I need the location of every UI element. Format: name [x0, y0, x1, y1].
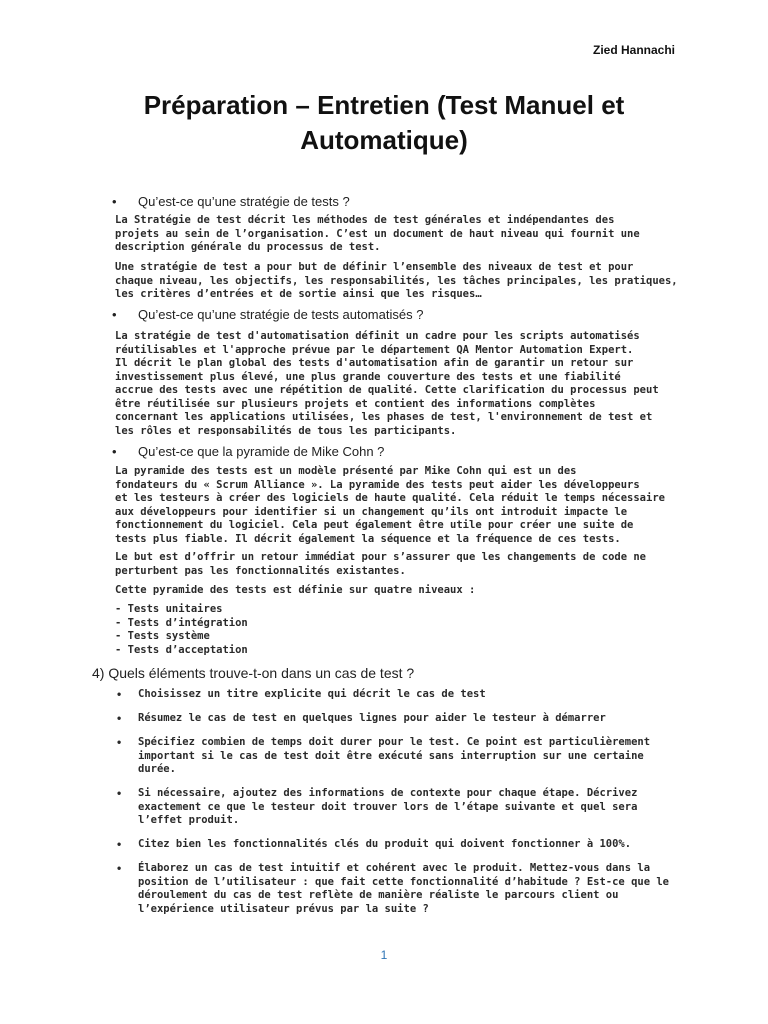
question-test-case-elements: 4) Quels éléments trouve-t-on dans un cas de test ? — [92, 665, 415, 681]
bullet-icon: • — [117, 837, 122, 851]
title-line-1: Préparation – Entretien (Test Manuel et — [143, 90, 625, 120]
list-item-text: Choisissez un titre explicite qui décrit le cas de test — [138, 688, 486, 700]
question-text: Qu’est-ce qu’une stratégie de tests automatisés ? — [138, 307, 424, 322]
author-name: Zied Hannachi — [592, 43, 675, 57]
answer-automation-strategy: La stratégie de test d'automatisation définit un cadre pour les scripts automatisés réutilisables et l'approche prévue par le département QA Mentor Automation Expert. Il décrit le plan global des tests d'automatisation afin de garantir un retour sur investissement plus élevé, une plus grande couverture des tests et une fiabilité accrue des tests avec une répétition de qualité. Cette clarification du processus peut être réutilisée sur plusieurs projets et contient des informations complètes concernant les applications utilisées, les phases de test, l'environnement de test et les rôles et responsabilités de tous les participants. — [115, 330, 659, 437]
answer-pyramid-p1: La pyramide des tests est un modèle présenté par Mike Cohn qui est un des fondateurs du « Scrum Alliance ». La pyramide des tests peut aider les développeurs et les testeurs à créer des logiciels de haute qualité. Cela réduit le temps nécessaire aux développeurs pour identifier si un changement qu’ils ont introduit impacte le fonctionnement du logiciel. Cela peut également être utile pour créer une suite de tests plus fiable. Il décrit également la séquence et la fréquence de ces tests. — [115, 465, 665, 545]
list-item-text: Élaborez un cas de test intuitif et cohérent avec le produit. Mettez-vous dans la position de l’utilisateur : que fait cette fonctionnalité d’habitude ? Est-ce que le déroulement du cas de test reflète de manière réaliste le parcours client ou l’expérience utilisateur prévus par la suite ? — [138, 862, 670, 915]
bullet-icon: • — [117, 786, 122, 800]
answer-pyramid-p2: Le but est d’offrir un retour immédiat pour s’assurer que les changements de code ne perturbent pas les fonctionnalités existantes. — [115, 551, 647, 577]
answer-strategy-p1: La Stratégie de test décrit les méthodes de test générales et indépendantes des projets au sein de l’organisation. C’est un document de haut niveau qui fournit une description générale du processus de test. — [115, 214, 640, 253]
bullet-icon: • — [112, 307, 117, 322]
page-number: 1 — [380, 948, 388, 962]
bullet-icon: • — [117, 861, 122, 875]
bullet-icon: • — [117, 687, 122, 701]
list-item-text: Citez bien les fonctionnalités clés du produit qui doivent fonctionner à 100%. — [138, 838, 632, 850]
answer-strategy-p2: Une stratégie de test a pour but de définir l’ensemble des niveaux de test et pour chaque niveau, les objectifs, les responsabilités, les tâches principales, les pratiques, les critères d’entrées et de sortie ainsi que les risques… — [115, 261, 678, 300]
list-item-text: Si nécessaire, ajoutez des informations de contexte pour chaque étape. Décrivez exactement ce que le testeur doit trouver lors de l’étape suivante et quel sera l’effet produit. — [138, 787, 638, 826]
bullet-icon: • — [112, 194, 117, 209]
list-item-text: Spécifiez combien de temps doit durer pour le test. Ce point est particulièrement important si le cas de test doit être exécuté sans interruption sur une certaine durée. — [138, 736, 651, 775]
title-line-2: Automatique) — [300, 125, 468, 155]
bullet-icon: • — [117, 711, 122, 725]
pyramid-levels-list: - Tests unitaires - Tests d’intégration - Tests système - Tests d’acceptation — [115, 603, 248, 656]
bullet-icon: • — [112, 444, 117, 459]
bullet-icon: • — [117, 735, 122, 749]
page-title — [84, 88, 684, 158]
question-text: Qu’est-ce que la pyramide de Mike Cohn ? — [138, 444, 385, 459]
list-item-text: Résumez le cas de test en quelques lignes pour aider le testeur à démarrer — [138, 712, 606, 724]
answer-pyramid-p3: Cette pyramide des tests est définie sur quatre niveaux : — [115, 584, 476, 596]
question-text: Qu’est-ce qu’une stratégie de tests ? — [138, 194, 350, 209]
